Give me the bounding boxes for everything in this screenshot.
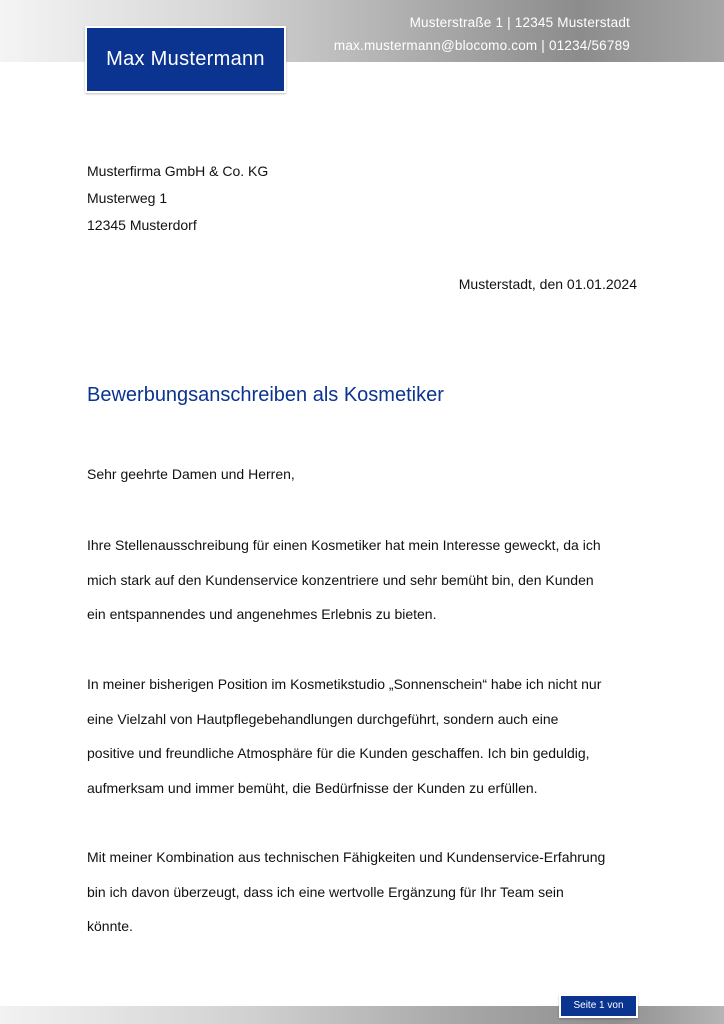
paragraph-line: positive und freundliche Atmosphäre für die Kunden geschaffen. Ich bin geduldig, bbox=[87, 745, 590, 761]
paragraph-line: aufmerksam und immer bemüht, die Bedürfnisse der Kunden zu erfüllen. bbox=[87, 779, 538, 796]
paragraph-line: In meiner bisherigen Position im Kosmetikstudio „Sonnenschein“ habe ich nicht nur bbox=[87, 676, 602, 692]
body-paragraph-1 bbox=[87, 528, 642, 632]
paragraph-line: eine Vielzahl von Hautpflegebehandlungen durchgeführt, sondern auch eine bbox=[87, 710, 559, 727]
paragraph-line: bin ich davon überzeugt, dass ich eine wertvolle Ergänzung für Ihr Team sein bbox=[87, 883, 564, 900]
paragraph-line: mich stark auf den Kundenservice konzentriere und sehr bemüht bin, den Kunden bbox=[87, 571, 594, 588]
paragraph-line: Mit meiner Kombination aus technischen Fähigkeiten und Kundenservice-Erfahrung bbox=[87, 849, 606, 865]
paragraph-line: Ihre Stellenausschreibung für einen Kosmetiker hat mein Interesse geweckt, da ich bbox=[87, 537, 601, 553]
sender-email-phone: max.mustermann@blocomo.com | 01234/56789 bbox=[333, 38, 630, 53]
body-paragraph-3 bbox=[87, 840, 642, 944]
sender-address: Musterstraße 1 | 12345 Musterstadt bbox=[409, 15, 630, 30]
sender-name: Max Mustermann bbox=[106, 48, 265, 70]
recipient-address bbox=[87, 158, 268, 239]
recipient-street: Musterweg 1 bbox=[87, 190, 168, 206]
salutation: Sehr geehrte Damen und Herren, bbox=[87, 466, 295, 482]
sender-contact-block bbox=[334, 11, 630, 57]
page-number-badge bbox=[559, 994, 638, 1018]
recipient-city: 12345 Musterdorf bbox=[87, 217, 197, 233]
paragraph-line: ein entspannendes und angenehmes Erlebnis zu bieten. bbox=[87, 606, 437, 622]
body-paragraph-2 bbox=[87, 667, 642, 805]
paragraph-line: könnte. bbox=[87, 918, 133, 934]
page-number-label: Seite 1 von bbox=[573, 1000, 624, 1011]
recipient-company: Musterfirma GmbH & Co. KG bbox=[87, 163, 269, 179]
letter-subject: Bewerbungsanschreiben als Kosmetiker bbox=[87, 384, 444, 406]
letter-date: Musterstadt, den 01.01.2024 bbox=[458, 276, 637, 292]
sender-name-box bbox=[85, 26, 286, 93]
